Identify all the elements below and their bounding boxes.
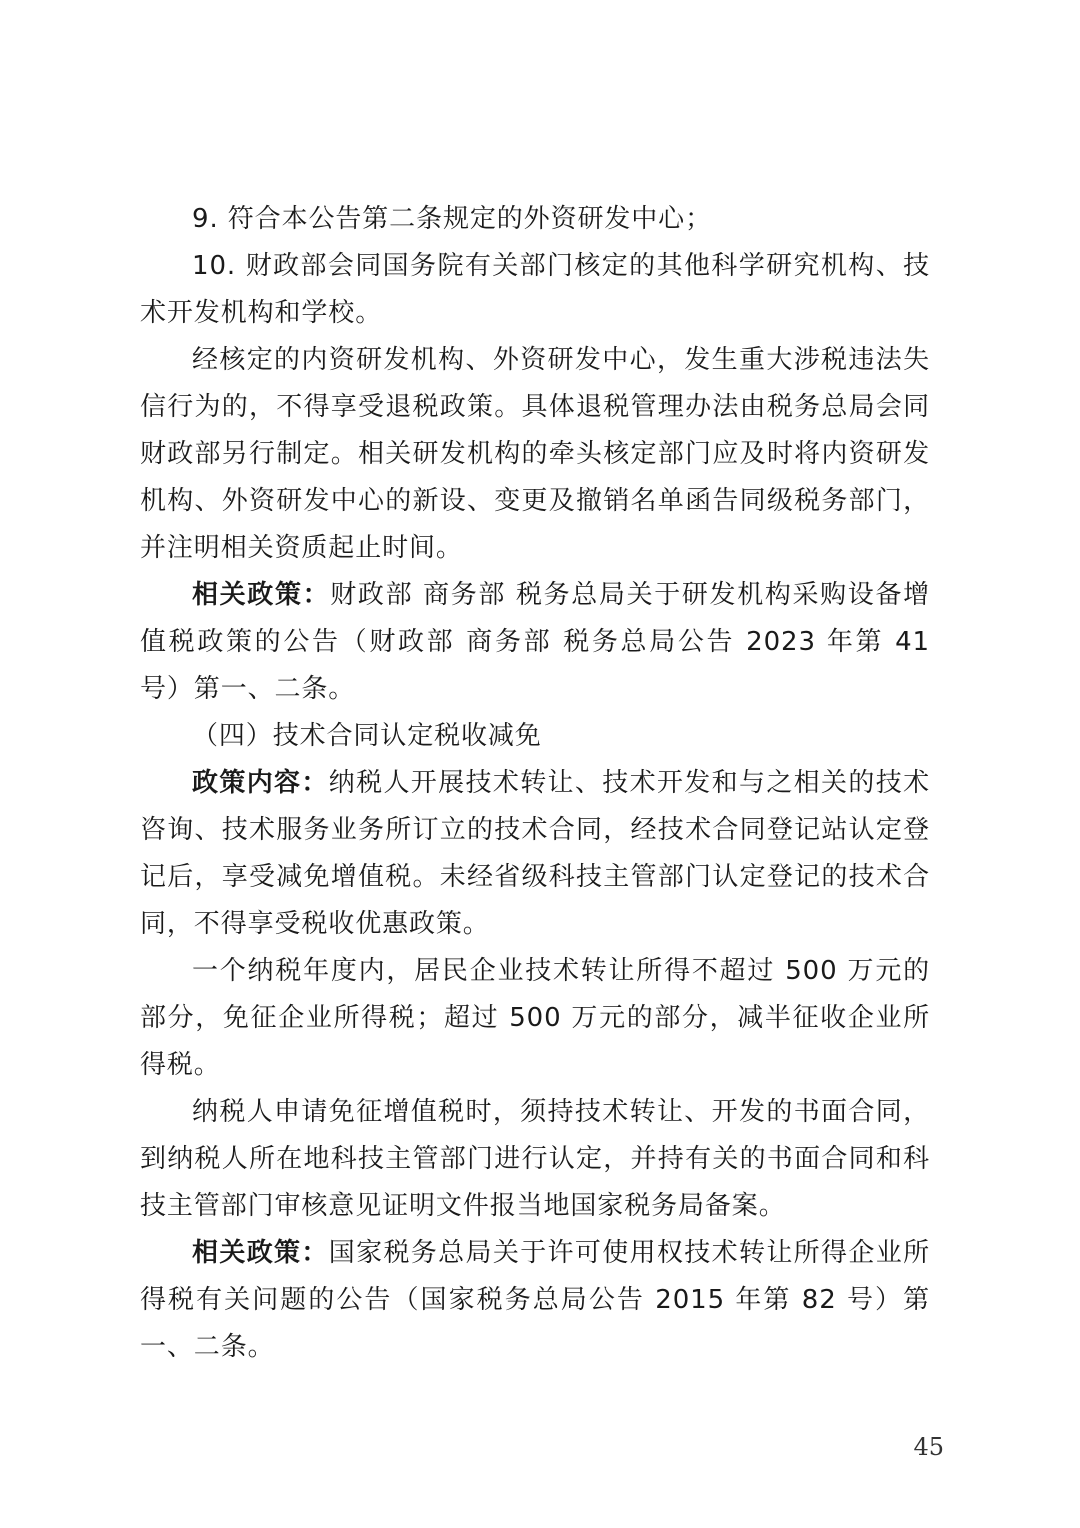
page-number: 45	[913, 1433, 944, 1461]
paragraph-text: 10. 财政部会同国务院有关部门核定的其他科学研究机构、技术开发机构和学校。	[140, 251, 930, 328]
paragraph-text: 财政部 商务部 税务总局关于研发机构采购设备增值税政策的公告（财政部 商务部 税务总局公告 2023 年第 41 号）第一、二条。	[140, 580, 930, 704]
section-heading-text: （四）技术合同认定税收减免	[192, 721, 542, 751]
related-policy-label: 相关政策：	[192, 1238, 329, 1268]
paragraph-text: 9. 符合本公告第二条规定的外资研发中心；	[192, 204, 712, 234]
paragraph-application-procedure	[140, 1089, 930, 1230]
paragraph-approval-notes	[140, 337, 930, 572]
related-policy-label: 相关政策：	[192, 580, 331, 610]
document-body	[140, 196, 930, 1371]
paragraph-income-exemption	[140, 948, 930, 1089]
section-heading-tech-contract	[140, 713, 930, 760]
paragraph-related-policy-1	[140, 572, 930, 713]
paragraph-text: 国家税务总局关于许可使用权技术转让所得企业所得税有关问题的公告（国家税务总局公告 2015 年第 82 号）第一、二条。	[140, 1238, 930, 1362]
paragraph-text: 纳税人申请免征增值税时，须持技术转让、开发的书面合同，到纳税人所在地科技主管部门进行认定，并持有关的书面合同和科技主管部门审核意见证明文件报当地国家税务局备案。	[140, 1097, 930, 1221]
paragraph-item-9	[140, 196, 930, 243]
paragraph-policy-content	[140, 760, 930, 948]
paragraph-text: 一个纳税年度内，居民企业技术转让所得不超过 500 万元的部分，免征企业所得税；超过 500 万元的部分，减半征收企业所得税。	[140, 956, 930, 1080]
paragraph-item-10	[140, 243, 930, 337]
paragraph-text: 纳税人开展技术转让、技术开发和与之相关的技术咨询、技术服务业务所订立的技术合同，经技术合同登记站认定登记后，享受减免增值税。未经省级科技主管部门认定登记的技术合同，不得享受税收优惠政策。	[140, 768, 930, 939]
paragraph-text: 经核定的内资研发机构、外资研发中心，发生重大涉税违法失信行为的，不得享受退税政策。具体退税管理办法由税务总局会同财政部另行制定。相关研发机构的牵头核定部门应及时将内资研发机构、外资研发中心的新设、变更及撤销名单函告同级税务部门，并注明相关资质起止时间。	[140, 345, 930, 563]
policy-content-label: 政策内容：	[192, 768, 329, 798]
paragraph-related-policy-2	[140, 1230, 930, 1371]
